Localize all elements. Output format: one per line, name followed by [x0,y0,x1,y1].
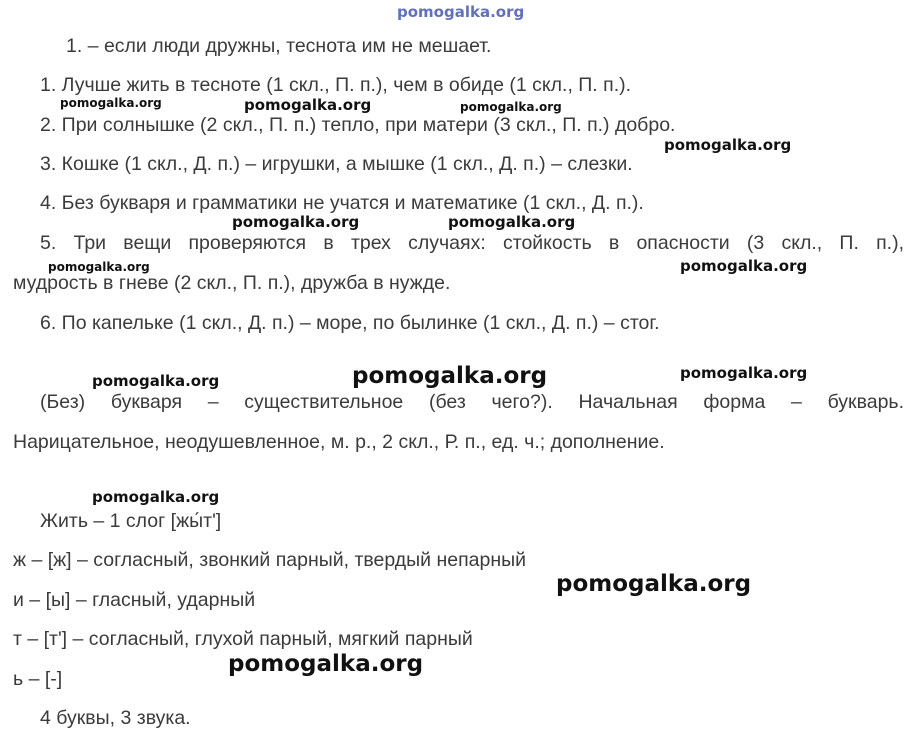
watermark: pomogalka.org [48,260,150,274]
parse-line-2: Нарицательное, неодушевленное, м. р., 2 скл., Р. п., ед. ч.; дополнение. [13,431,665,453]
watermark: pomogalka.org [244,96,372,114]
proverb-5-line-2: мудрость в гневе (2 скл., П. п.), дружба в нужде. [13,272,451,294]
phonetic-soft-sign: ь – [-] [13,668,63,690]
proverb-2: 2. При солнышке (2 скл., П. п.) тепло, при матери (3 скл., П. п.) добро. [40,114,676,136]
phonetic-title: Жить – 1 слог [жы́т'] [40,510,222,532]
watermark: pomogalka.org [448,213,576,231]
proverb-5-line-1: 5. Три вещи проверяются в трех случаях: стойкость в опасности (3 скл., П. п.), [40,232,904,254]
watermark: pomogalka.org [232,213,360,231]
proverb-4: 4. Без букваря и грамматики не учатся и математике (1 скл., Д. п.). [40,192,644,214]
summary-line: 4 буквы, 3 звука. [40,707,191,729]
intro-line: 1. – если люди дружны, теснота им не мешает. [66,35,492,57]
watermark: pomogalka.org [92,372,220,390]
phonetic-t: т – [т'] – согласный, глухой парный, мягкий парный [13,628,473,650]
watermark: pomogalka.org [352,363,548,389]
proverb-6: 6. По капельке (1 скл., Д. п.) – море, по былинке (1 скл., Д. п.) – стог. [40,312,660,334]
proverb-3: 3. Кошке (1 скл., Д. п.) – игрушки, а мышке (1 скл., Д. п.) – слезки. [40,153,633,175]
watermark: pomogalka.org [556,571,752,597]
watermark: pomogalka.org [664,136,792,154]
watermark: pomogalka.org [228,651,424,677]
watermark: pomogalka.org [60,96,162,110]
phonetic-zh: ж – [ж] – согласный, звонкий парный, твердый непарный [13,549,527,571]
watermark: pomogalka.org [460,100,562,114]
watermark: pomogalka.org [680,257,808,275]
watermark: pomogalka.org [680,364,808,382]
watermark-top: pomogalka.org [397,3,525,21]
proverb-1: 1. Лучше жить в тесноте (1 скл., П. п.), чем в обиде (1 скл., П. п.). [40,74,632,96]
phonetic-i: и – [ы] – гласный, ударный [13,589,256,611]
watermark: pomogalka.org [92,488,220,506]
parse-line-1: (Без) букваря – существительное (без чего?). Начальная форма – букварь. [40,391,904,413]
